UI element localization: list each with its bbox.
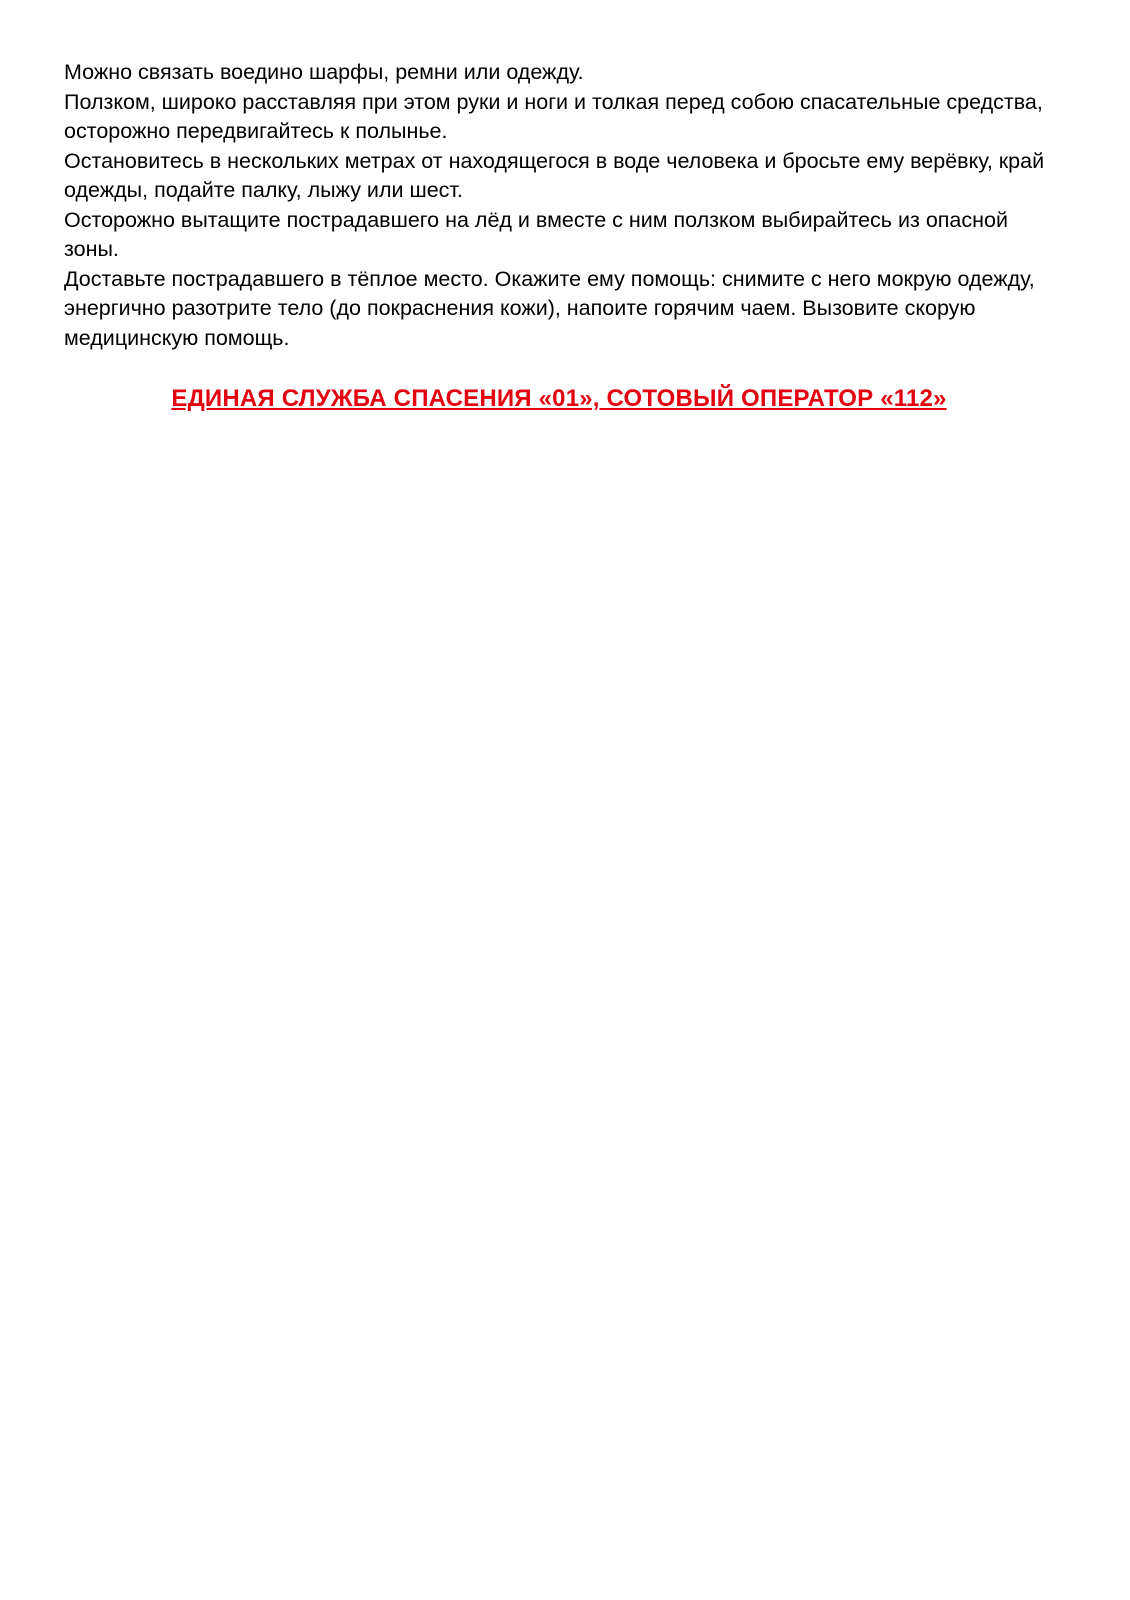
document-body — [64, 58, 1054, 415]
paragraph-5: Доставьте пострадавшего в тёплое место. Окажите ему помощь: снимите с него мокрую одежду, энергично разотрите тело (до покраснения кожи), напоите горячим чаем. Вызовите скорую медицинскую помощь. — [64, 266, 1035, 350]
paragraph-2: Ползком, широко расставляя при этом руки и ноги и толкая перед собою спасательные средства, осторожно передвигайтесь к полынье. — [64, 89, 1043, 143]
paragraph-1: Можно связать воедино шарфы, ремни или одежду. — [64, 60, 584, 84]
paragraph-3: Остановитесь в нескольких метрах от находящегося в воде человека и бросьте ему верёвку, край одежды, подайте палку, лыжу или шест. — [64, 148, 1045, 202]
emergency-services-notice: ЕДИНАЯ СЛУЖБА СПАСЕНИЯ «01», СОТОВЫЙ ОПЕРАТОР «112» — [171, 385, 947, 412]
paragraph-4: Осторожно вытащите пострадавшего на лёд и вместе с ним ползком выбирайтесь из опасной зоны. — [64, 207, 1008, 261]
